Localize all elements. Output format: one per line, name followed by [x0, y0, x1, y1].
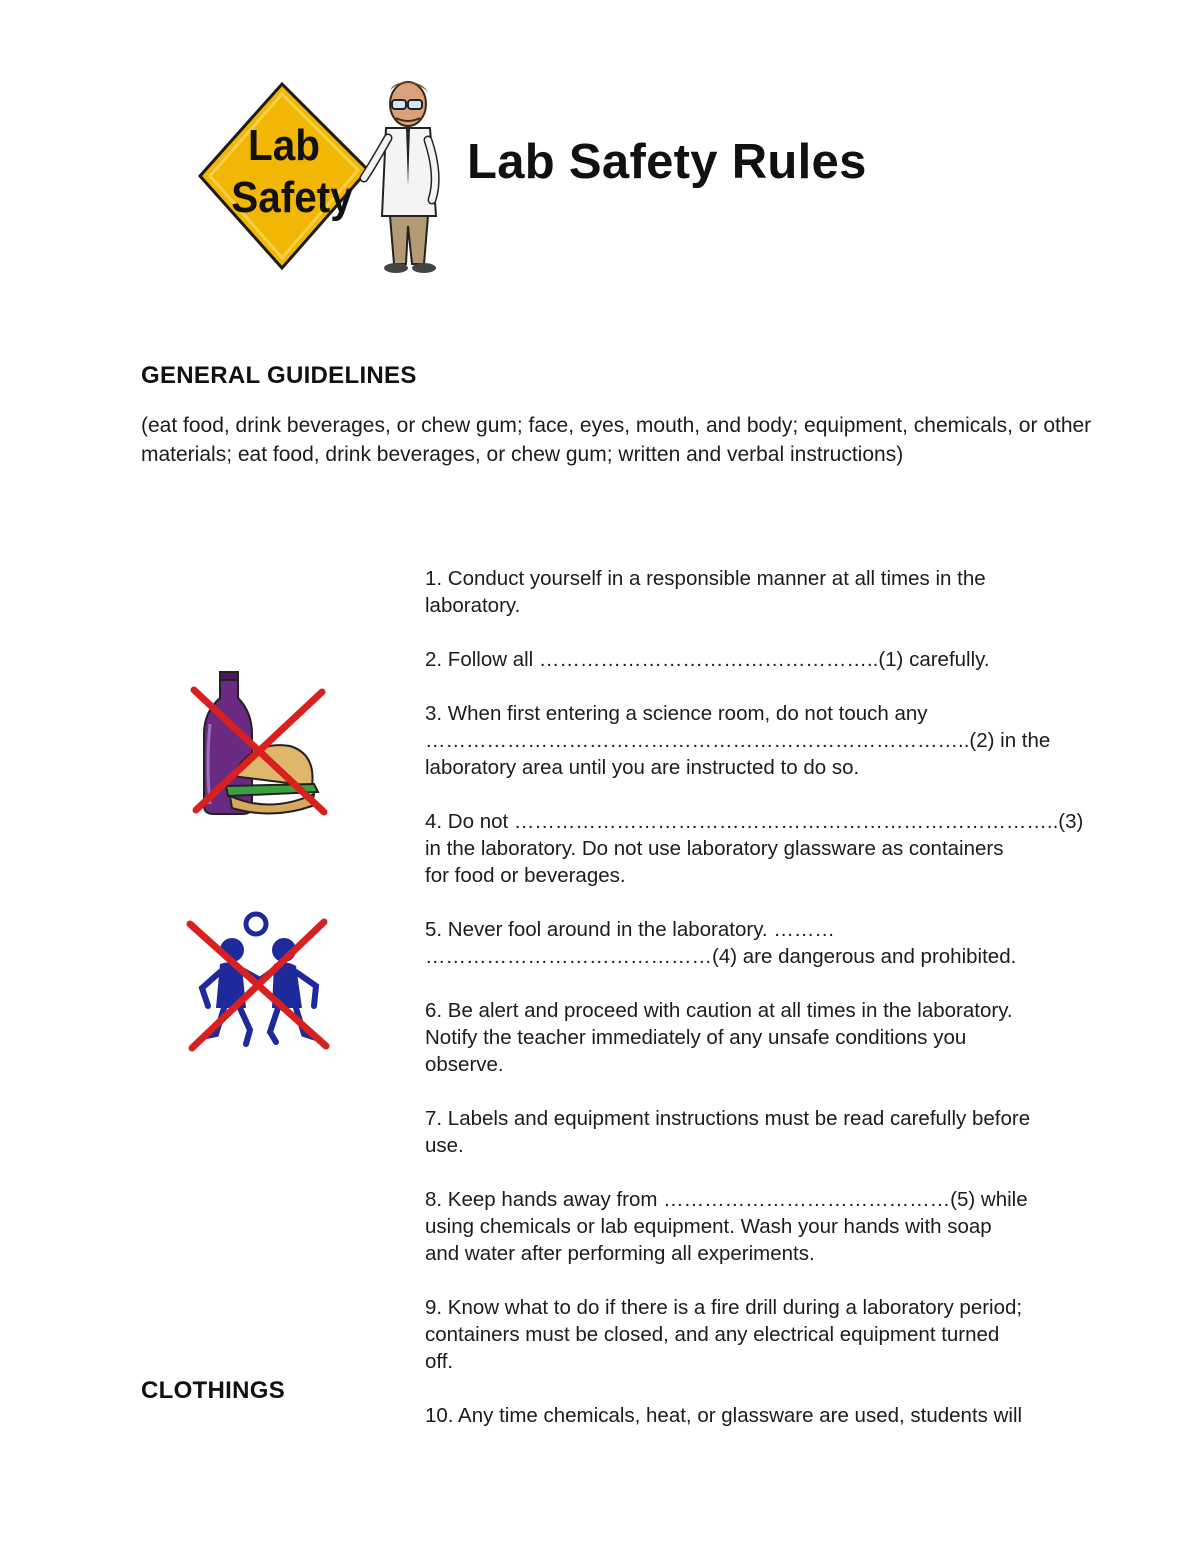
rule-line: for food or beverages. [425, 864, 626, 887]
rule-item [425, 997, 1125, 1078]
rule-line: ……………………………………………………………………..(2) in the [425, 729, 1051, 752]
logo-line-1: Lab [248, 120, 320, 170]
rule-line: and water after performing all experiments. [425, 1242, 815, 1265]
general-guidelines-heading: GENERAL GUIDELINES [141, 362, 417, 389]
rule-line: 2. Follow all …………………………………………..(1) carefully. [425, 648, 990, 671]
rule-line: use. [425, 1134, 464, 1157]
rule-line: laboratory area until you are instructed to do so. [425, 756, 860, 779]
word-bank: (eat food, drink beverages, or chew gum; face, eyes, mouth, and body; equipment, chemicals, or other materials; eat food, drink beverages, or chew gum; written and verbal instructions) [141, 414, 1092, 466]
rule-line: 3. When first entering a science room, do not touch any [425, 702, 928, 725]
rule-line: observe. [425, 1053, 504, 1076]
rule-line: using chemicals or lab equipment. Wash your hands with soap [425, 1215, 992, 1238]
rule-line: 8. Keep hands away from ……………………………………(5) while [425, 1188, 1028, 1211]
rule-item [425, 700, 1125, 781]
rule-line: containers must be closed, and any electrical equipment turned [425, 1323, 1000, 1346]
rules-list [425, 565, 1125, 1429]
page-title: Lab Safety Rules [467, 135, 867, 189]
rule-line: 6. Be alert and proceed with caution at all times in the laboratory. [425, 999, 1013, 1022]
rule-line: 9. Know what to do if there is a fire drill during a laboratory period; [425, 1296, 1023, 1319]
no-food-drink-icon [180, 664, 340, 824]
rule-item [425, 808, 1125, 889]
rule-line: 4. Do not ……………………………………………………………………..(3) [425, 810, 1084, 833]
rule-item [425, 1186, 1125, 1267]
logo-line-2: Safety [231, 172, 353, 222]
rule-item [425, 646, 1125, 673]
rule-line: 1. Conduct yourself in a responsible manner at all times in the [425, 567, 986, 590]
rule-line: off. [425, 1350, 454, 1373]
rule-line: 5. Never fool around in the laboratory. ……… [425, 918, 835, 941]
clothings-heading: CLOTHINGS [141, 1377, 286, 1404]
lab-safety-logo [196, 76, 452, 276]
rule-line: ……………………………………(4) are dangerous and prohibited. [425, 945, 1017, 968]
rule-item [425, 1105, 1125, 1159]
rule-line: in the laboratory. Do not use laboratory glassware as containers [425, 837, 1004, 860]
no-horseplay-icon [180, 910, 340, 1060]
scientist-figure [364, 82, 436, 273]
rule-line: 10. Any time chemicals, heat, or glassware are used, students will [425, 1404, 1023, 1427]
rule-item [425, 565, 1125, 619]
rule-line: Notify the teacher immediately of any unsafe conditions you [425, 1026, 967, 1049]
rule-item [425, 916, 1125, 970]
rule-line: 7. Labels and equipment instructions must be read carefully before [425, 1107, 1031, 1130]
rule-line: laboratory. [425, 594, 521, 617]
rule-item [425, 1402, 1125, 1429]
rule-item [425, 1294, 1125, 1375]
